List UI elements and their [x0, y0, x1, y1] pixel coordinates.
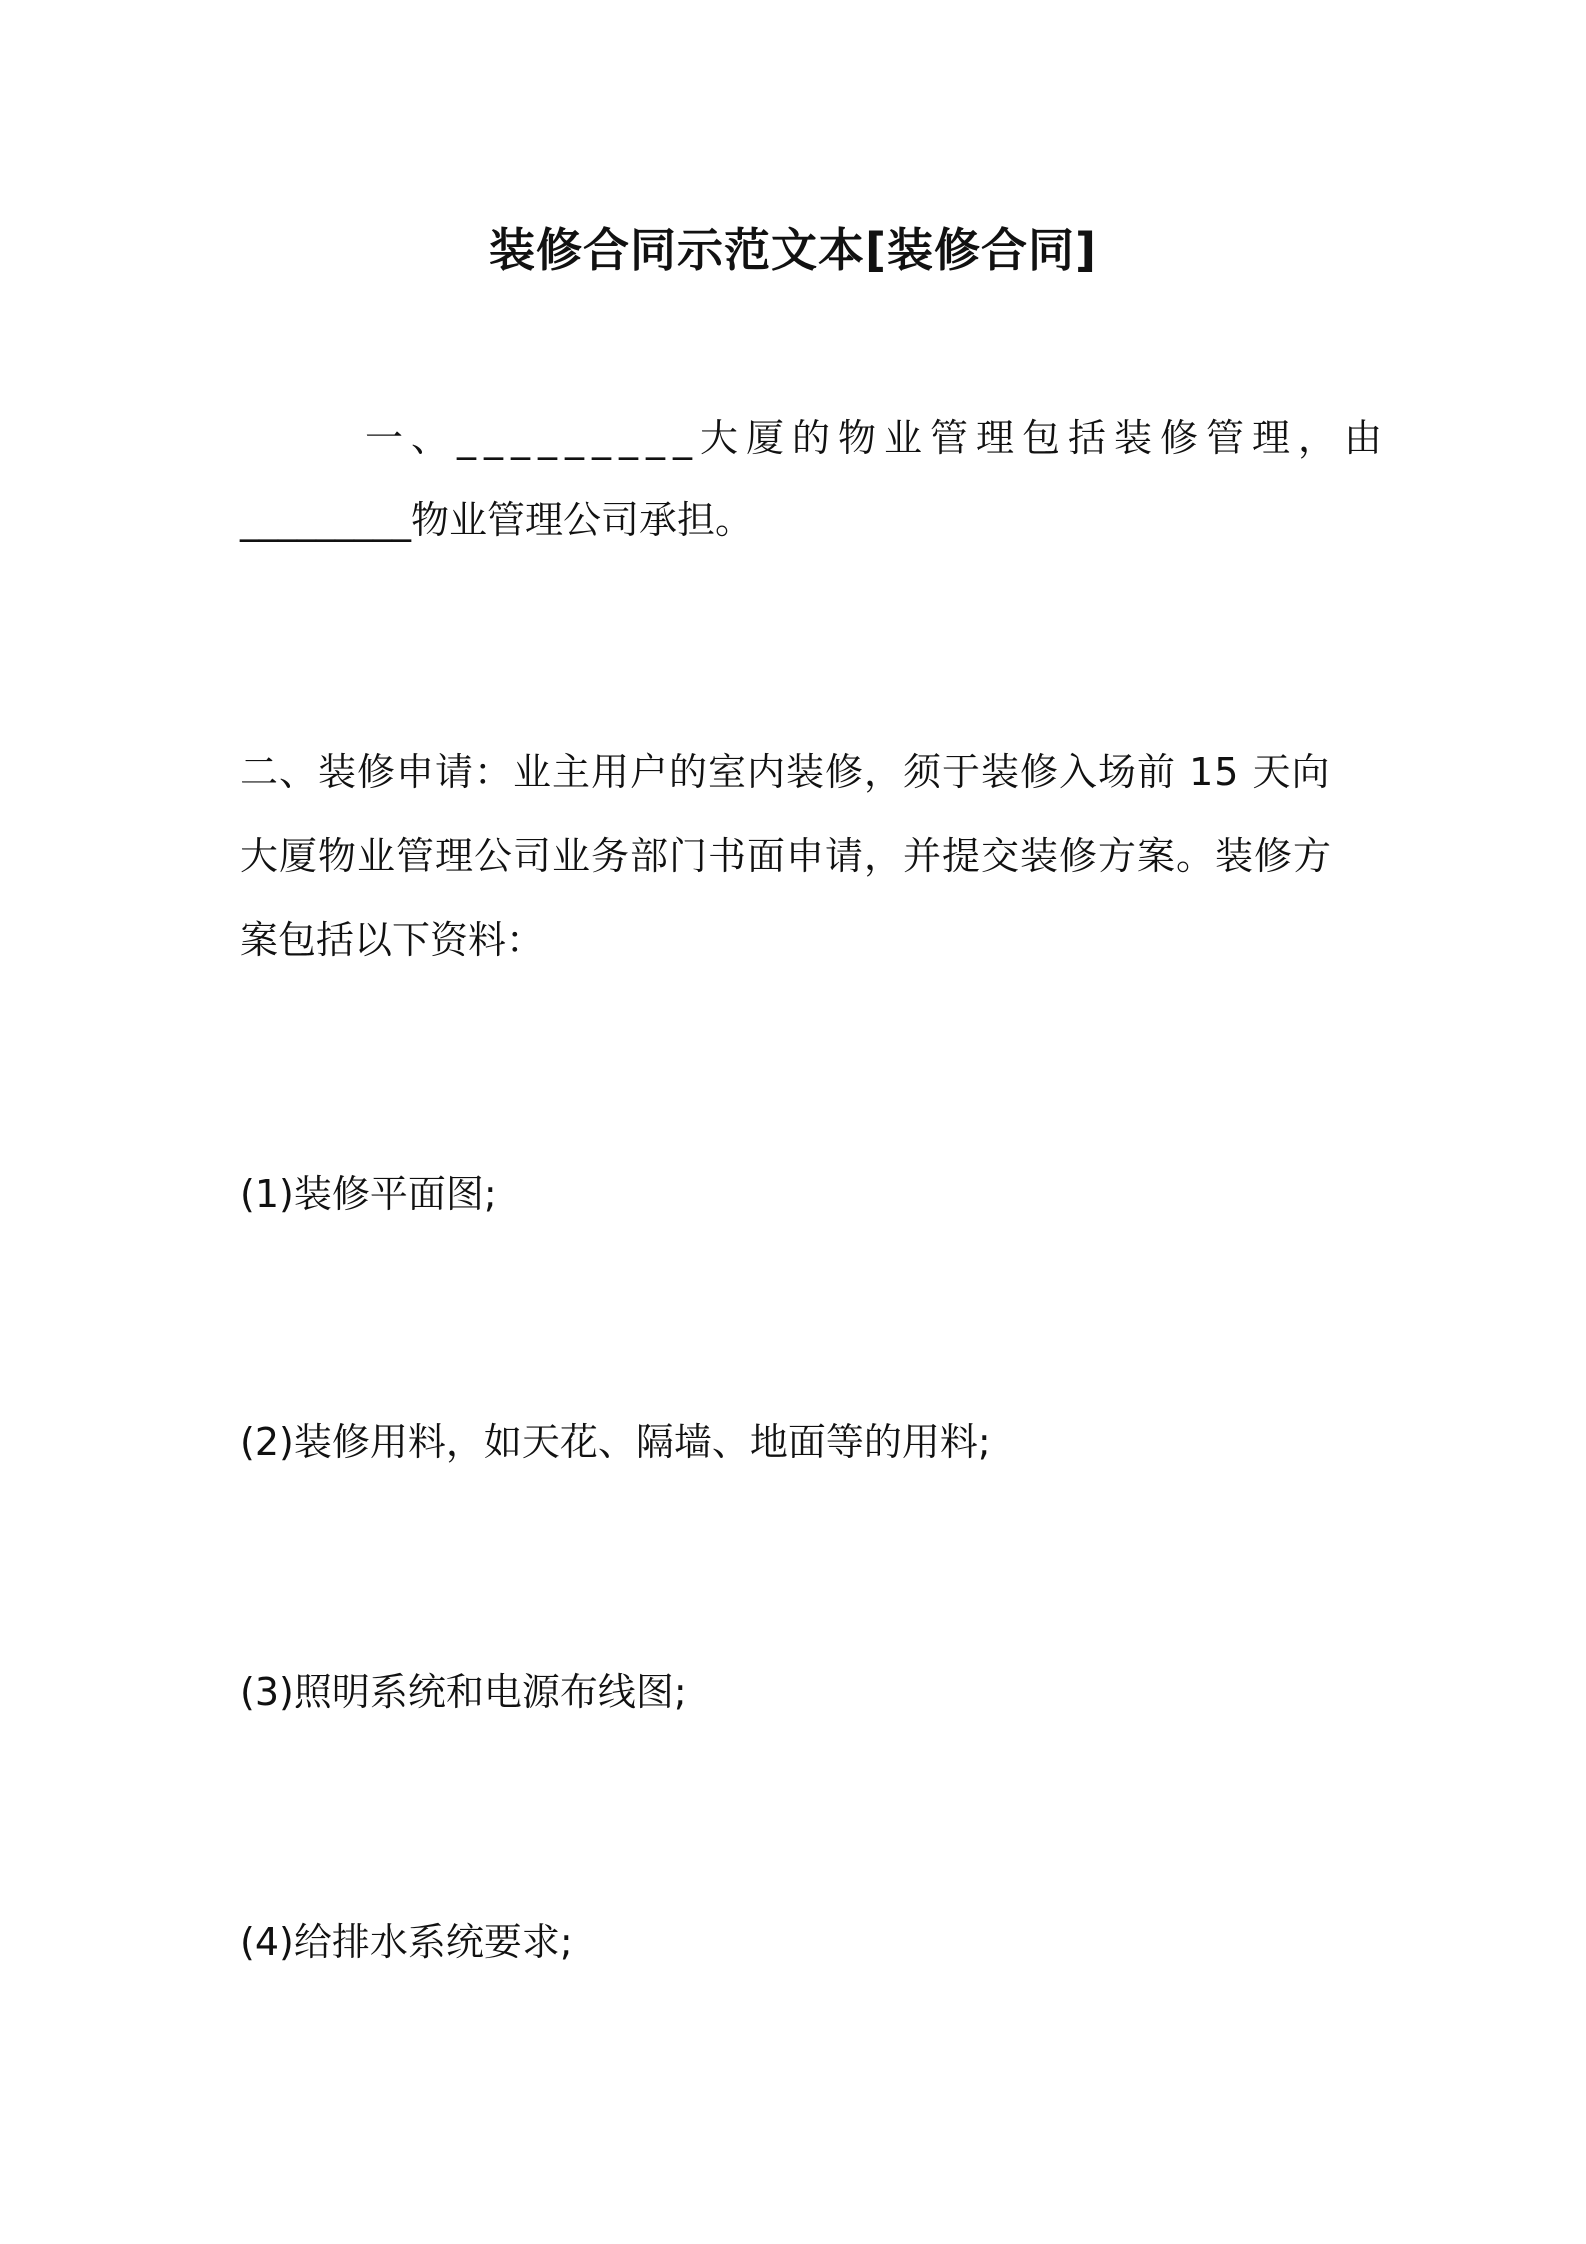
list-item-1: (1)装修平面图; — [240, 1172, 497, 1216]
section-1-line-1: 一、_________大厦的物业管理包括装修管理，由 — [365, 416, 1391, 460]
section-1-line-2: _________物业管理公司承担。 — [240, 498, 754, 542]
section-2-line-3: 案包括以下资料： — [240, 918, 545, 962]
document-title: 装修合同示范文本[装修合同] — [488, 223, 1098, 277]
list-item-4: (4)给排水系统要求; — [240, 1920, 573, 1964]
section-2-line-1: 二、装修申请：业主用户的室内装修，须于装修入场前 15 天向 — [240, 750, 1331, 794]
list-item-2: (2)装修用料，如天花、隔墙、地面等的用料; — [240, 1420, 991, 1464]
section-2-line-2: 大厦物业管理公司业务部门书面申请，并提交装修方案。装修方 — [240, 834, 1333, 878]
list-item-3: (3)照明系统和电源布线图; — [240, 1670, 687, 1714]
